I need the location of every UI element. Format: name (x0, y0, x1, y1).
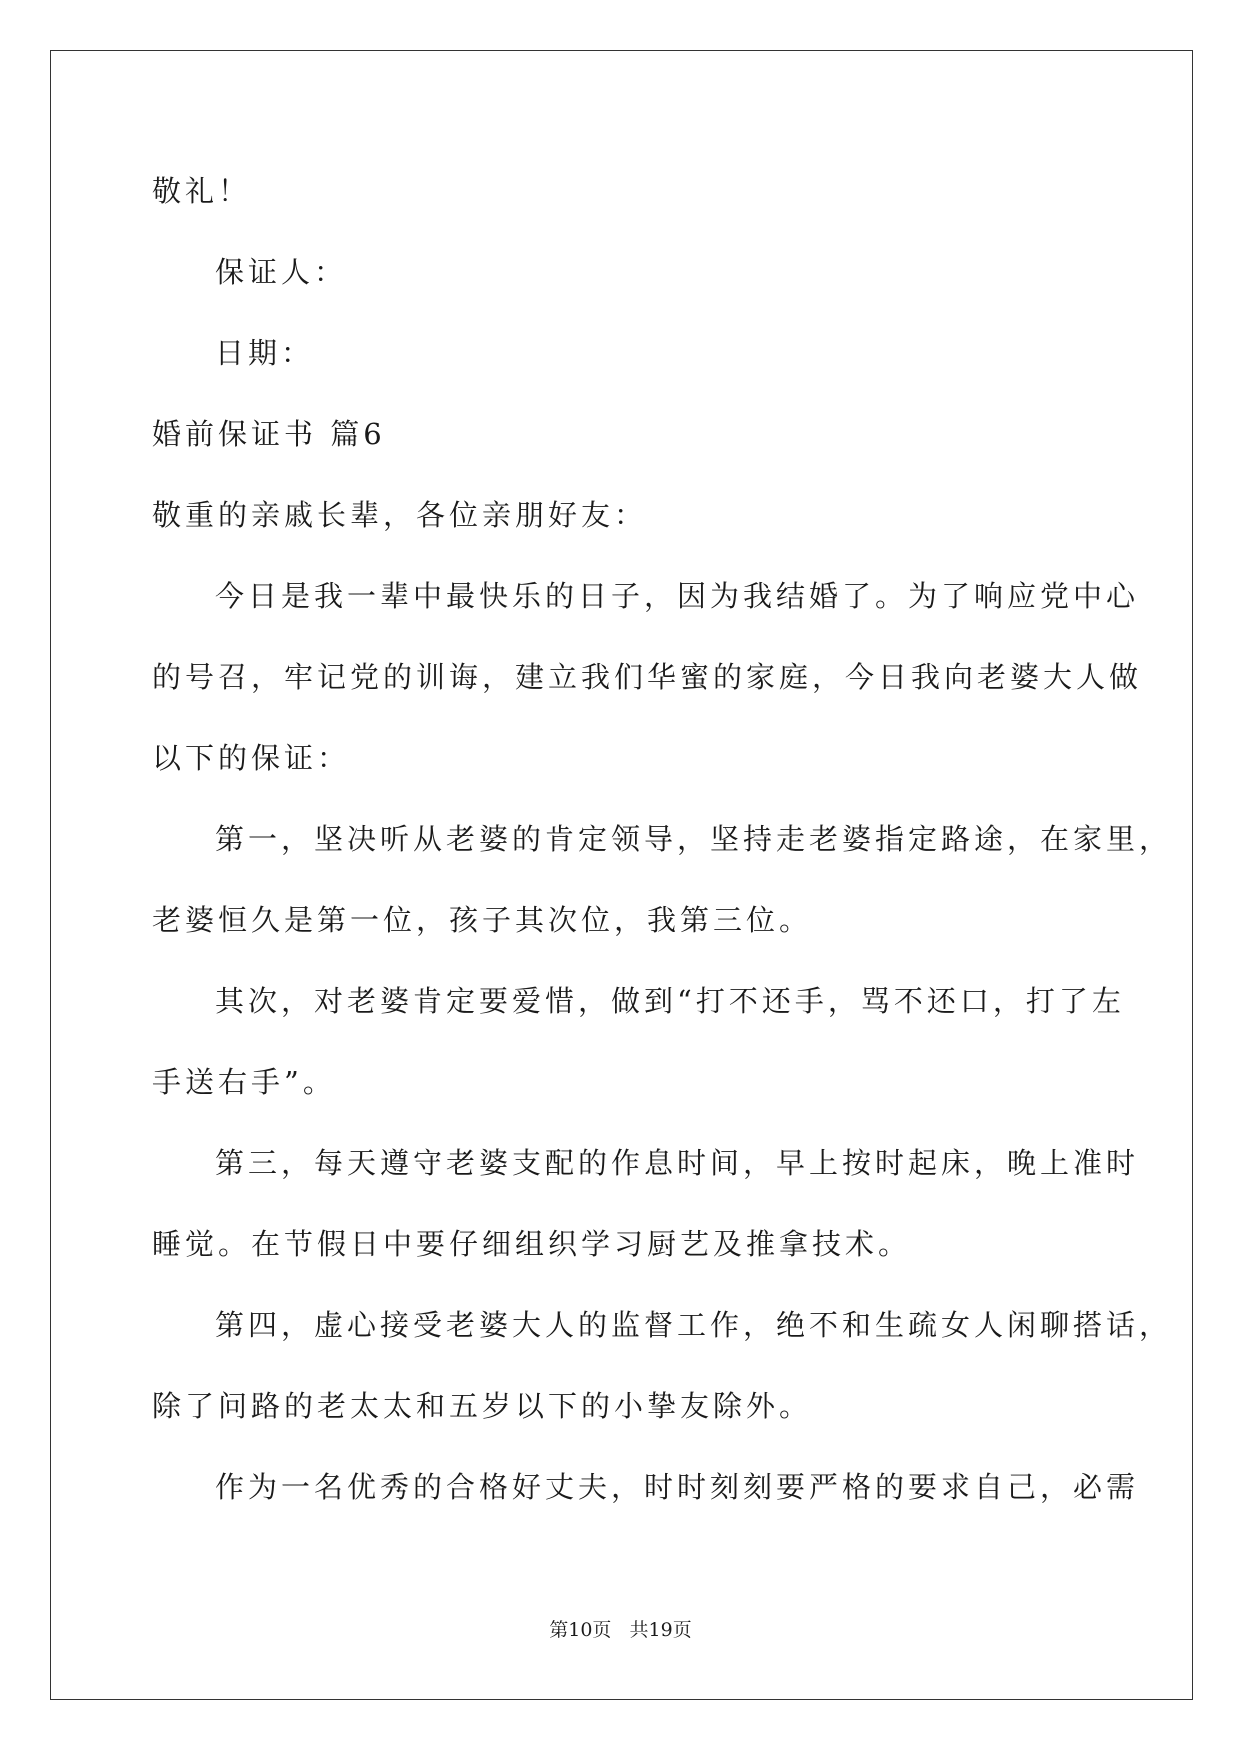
text-line: 睡觉。在节假日中要仔细组织学习厨艺及推拿技术。 (152, 1227, 912, 1261)
text-line: 今日是我一辈中最快乐的日子，因为我结婚了。为了响应党中心 (215, 579, 1140, 613)
text-line: 作为一名优秀的合格好丈夫，时时刻刻要严格的要求自己，必需 (215, 1470, 1140, 1504)
text-line: 敬礼！ (152, 174, 252, 208)
text-line: 除了问路的老太太和五岁以下的小挚友除外。 (152, 1389, 813, 1423)
text-line: 手送右手”。 (152, 1065, 336, 1099)
text-line: 日期： (215, 336, 315, 370)
text-line: 其次，对老婆肯定要爱惜，做到“打不还手，骂不还口，打了左 (215, 984, 1125, 1018)
text-line: 老婆恒久是第一位，孩子其次位，我第三位。 (152, 903, 813, 937)
text-line: 敬重的亲戚长辈，各位亲朋好友： (152, 498, 648, 532)
text-line: 第四，虚心接受老婆大人的监督工作，绝不和生疏女人闲聊搭话， (215, 1308, 1173, 1342)
page-border (50, 50, 1193, 1700)
text-line: 第三，每天遵守老婆支配的作息时间，早上按时起床，晚上准时 (215, 1146, 1140, 1180)
text-line: 以下的保证： (152, 741, 351, 775)
text-line: 保证人： (215, 255, 348, 289)
section-heading: 婚前保证书 篇6 (152, 417, 386, 451)
page-number: 第10页 共19页 (549, 1619, 692, 1641)
text-line: 的号召，牢记党的训诲，建立我们华蜜的家庭，今日我向老婆大人做 (152, 660, 1143, 694)
text-line: 第一，坚决听从老婆的肯定领导，坚持走老婆指定路途，在家里， (215, 822, 1173, 856)
